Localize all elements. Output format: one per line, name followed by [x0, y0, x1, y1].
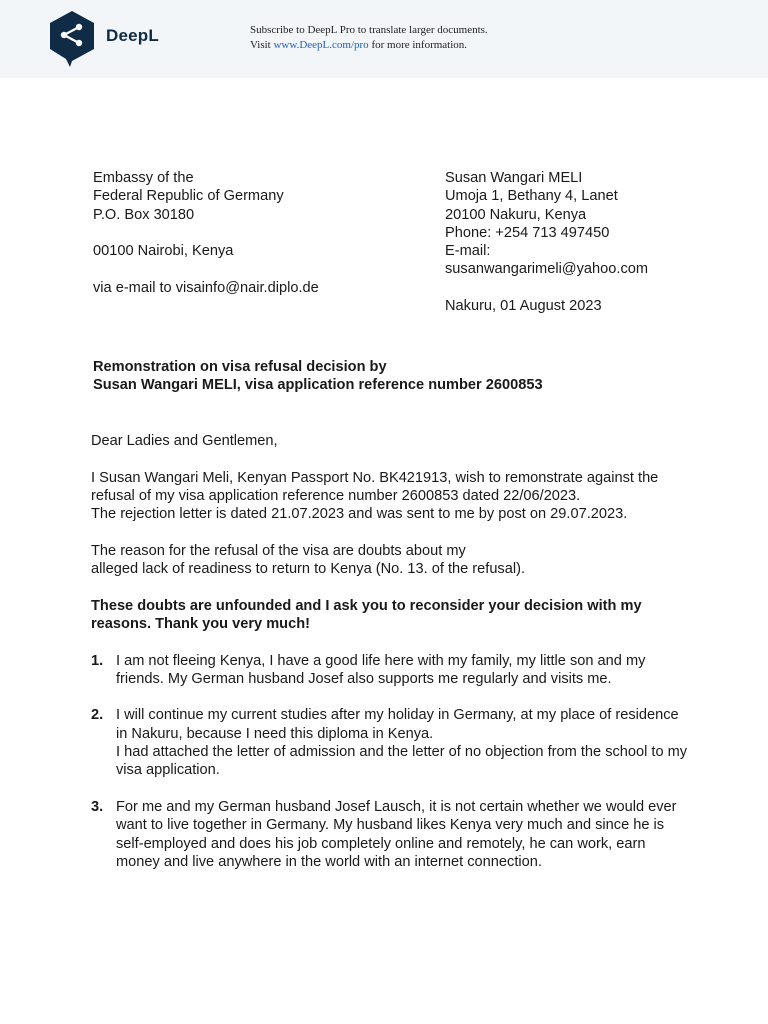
brand-name[interactable]: DeepL: [106, 26, 159, 45]
letter-subject: [93, 358, 543, 395]
recipient-email-line: via e-mail to visainfo@nair.diplo.de: [93, 279, 319, 296]
sender-phone: Phone: +254 713 497450: [445, 224, 610, 241]
list-text: I am not fleeing Kenya, I have a good life here with my family, my little son and my friends. My German husband Josef also supports me regularly and visits me.: [116, 652, 646, 687]
reasons-list: [91, 652, 691, 872]
subject-line: Remonstration on visa refusal decision by: [93, 359, 387, 375]
promo-suffix: for more information.: [368, 39, 468, 51]
list-number: 3.: [91, 798, 104, 815]
list-item: [91, 706, 691, 779]
list-item: [91, 798, 691, 871]
recipient-line: P.O. Box 30180: [93, 206, 195, 223]
sender-address: [445, 169, 648, 315]
rejection-text: The rejection letter is dated 21.07.2023 and was sent to me by post on 29.07.2023.: [91, 506, 628, 523]
recipient-line: Embassy of the: [93, 170, 194, 186]
letter-body: [91, 432, 691, 889]
subject-line: Susan Wangari MELI, visa application reference number 2600853: [93, 377, 543, 394]
intro-text: I Susan Wangari Meli, Kenyan Passport No. BK421913, wish to remonstrate against the refusal of my visa application reference number 2600853 dated 22/06/2023.: [91, 469, 659, 504]
recipient-line: Federal Republic of Germany: [93, 188, 284, 205]
request-paragraph: These doubts are unfounded and I ask you to reconsider your decision with my reasons. Thank you very much!: [91, 597, 642, 632]
recipient-line: 00100 Nairobi, Kenya: [93, 243, 234, 260]
promo-prefix: Visit: [250, 39, 274, 51]
list-number: 2.: [91, 707, 104, 724]
salutation: Dear Ladies and Gentlemen,: [91, 433, 278, 449]
reason-line: alleged lack of readiness to return to Kenya (No. 13. of the refusal).: [91, 561, 526, 578]
list-number: 1.: [91, 652, 104, 669]
letter-date: Nakuru, 01 August 2023: [445, 298, 602, 315]
reason-line: The reason for the refusal of the visa are doubts about my: [91, 542, 466, 559]
list-text: I will continue my current studies after my holiday in Germany, at my place of residence in Nakuru, because I need this diploma in Kenya.: [116, 707, 679, 742]
recipient-address: [93, 169, 319, 297]
list-text: For me and my German husband Josef Lausch, it is not certain whether we would ever want to live together in Germany. My husband likes Kenya very much and since he is self-employed and does his job completely online and remotely, he can work, earn money and live anywhere in the world with an internet connection.: [116, 798, 677, 870]
reason-paragraph: [91, 542, 691, 579]
sender-email-label: E-mail:: [445, 243, 491, 260]
list-text: I had attached the letter of admission and the letter of no objection from the school to my visa application.: [116, 744, 688, 779]
sender-name: Susan Wangari MELI: [445, 170, 583, 186]
promo-link[interactable]: www.DeepL.com/pro: [273, 39, 369, 51]
sender-city: 20100 Nakuru, Kenya: [445, 206, 587, 223]
promo-line-1: Subscribe to DeepL Pro to translate larger documents.: [250, 24, 488, 36]
intro-paragraph: [91, 469, 691, 524]
sender-street: Umoja 1, Bethany 4, Lanet: [445, 188, 618, 205]
list-item: [91, 652, 691, 689]
sender-email: susanwangarimeli@yahoo.com: [445, 261, 649, 278]
